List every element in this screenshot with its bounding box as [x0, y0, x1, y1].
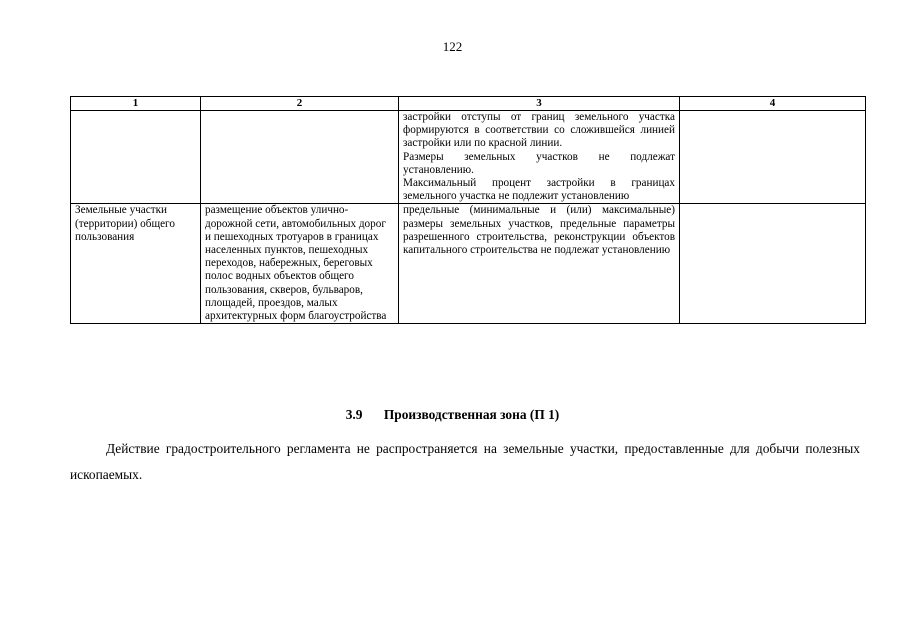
table-cell — [399, 204, 680, 324]
table-header-cell: 1 — [71, 97, 201, 111]
table-cell — [680, 111, 866, 204]
table-cell — [399, 111, 680, 204]
table-cell: размещение объектов улично-дорожной сети, автомобильных дорог и пешеходных тротуаров в границах населенных пунктов, пешеходных переходов, набережных, береговых полос водных объектов общего пользования, скверов, бульваров, площадей, проездов, малых архитектурных форм благоустройства — [201, 204, 399, 324]
table-row — [71, 111, 866, 204]
section-number: 3.9 — [345, 407, 363, 422]
table-header-cell: 2 — [201, 97, 399, 111]
table-cell — [680, 204, 866, 324]
section-heading — [0, 407, 905, 423]
table-cell: Земельные участки (территории) общего пользования — [71, 204, 201, 324]
section-title: Производственная зона (П 1) — [383, 407, 560, 422]
table-header-row — [71, 97, 866, 111]
table-cell — [201, 111, 399, 204]
table-cell — [71, 111, 201, 204]
cell-paragraph: застройки отступы от границ земельного участка формируются в соответствии со сложившейся линией застройки или по красной линии. — [403, 111, 675, 150]
cell-paragraph: Размеры земельных участков не подлежат установлению. — [403, 150, 675, 176]
page-number: 122 — [442, 39, 463, 54]
table-header-cell: 4 — [680, 97, 866, 111]
cell-paragraph: Максимальный процент застройки в границах земельного участка не подлежит установлению — [403, 177, 675, 203]
cell-paragraph: предельные (минимальные и (или) максимальные) размеры земельных участков, предельные параметры разрешенного строительства, реконструкции объектов капитального строительства не подлежат установлению — [403, 204, 675, 257]
table-header-cell: 3 — [399, 97, 680, 111]
body-paragraph: Действие градостроительного регламента не распространяется на земельные участки, предоставленные для добычи полезных ископаемых. — [70, 441, 860, 482]
table-row — [71, 204, 866, 324]
regulation-table — [70, 96, 866, 324]
